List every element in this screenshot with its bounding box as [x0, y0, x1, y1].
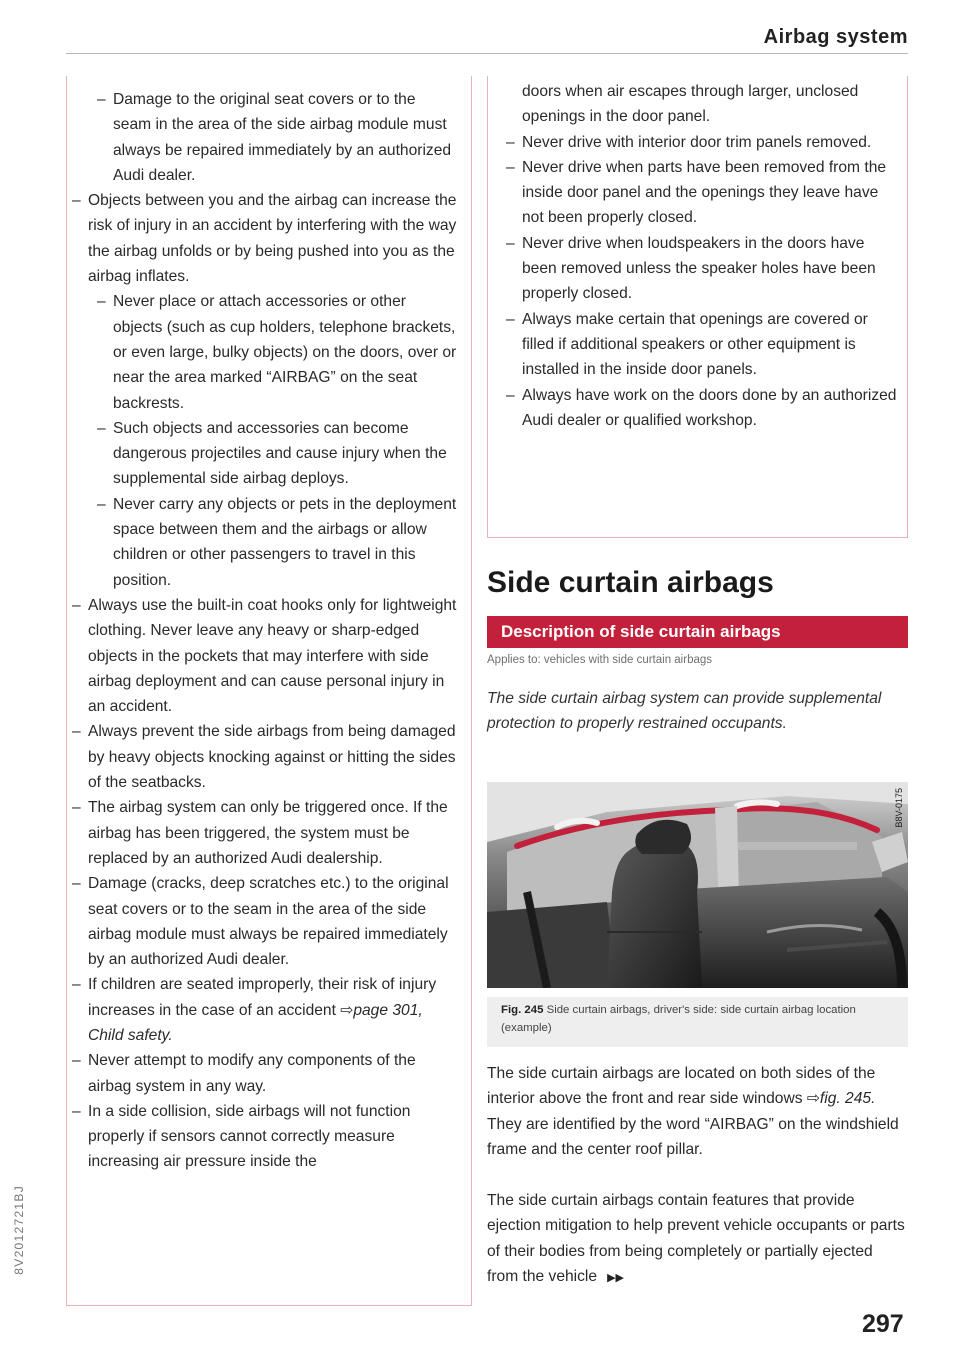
warning-item-text: Damage (cracks, deep scratches etc.) to the original seat covers or to the seam in the area of the side airbag module must always be repaired immediately by an authorized Audi dealer. — [88, 875, 449, 969]
paragraph-text: They are identified by the word “AIRBAG” on the windshield frame and the center roof pillar. — [487, 1115, 899, 1158]
warning-list-item: – Always make certain that openings are covered or filled if additional speakers or other equipment is installed in the inside door panels. — [504, 307, 897, 383]
warning-item-text: Never carry any objects or pets in the deployment space between them and the airbags or allow children or other passengers to travel in this position. — [113, 495, 457, 589]
section-title: Side curtain airbags — [487, 566, 774, 599]
figure-code: B8V-0175 — [894, 788, 904, 828]
warning-list-item: – Always have work on the doors done by an authorized Audi dealer or qualified workshop. — [504, 383, 897, 434]
warning-list-left — [67, 87, 457, 1175]
warning-item-text: Always prevent the side airbags from being damaged by heavy objects knocking against or hitting the sides of the seatbacks. — [88, 723, 456, 792]
figure-reference-link[interactable]: ⇨fig. 245. — [806, 1090, 876, 1108]
page-header-title: Airbag system — [763, 26, 908, 48]
warning-item-text: Damage to the original seat covers or to the seam in the area of the side airbag module must always be repaired immediately by an authorized Audi dealer. — [113, 91, 452, 184]
warning-continuation: doors when air escapes through larger, unclosed openings in the door panel. — [522, 83, 859, 126]
page-number: 297 — [862, 1310, 904, 1338]
paragraph-text: The side curtain airbags contain features that provide ejection mitigation to help prevent vehicle occupants or parts of their bodies from being completely or partially ejected from the vehicle — [487, 1192, 905, 1285]
body-paragraph-location — [487, 1061, 908, 1162]
figure-caption-text: Side curtain airbags, driver's side: side curtain airbag location (example) — [501, 1004, 856, 1034]
applies-to-note: Applies to: vehicles with side curtain airbags — [487, 654, 713, 666]
continued-arrow-icon: ▶▶ — [607, 1271, 624, 1284]
warning-item-text: Such objects and accessories can become dangerous projectiles and cause injury when the supplemental side airbag deploys. — [113, 419, 447, 488]
warning-item-text: Objects between you and the airbag can increase the risk of injury in an accident by interfering with the way the airbag unfolds or by being pushed into you as the airbag inflates. — [88, 192, 457, 286]
intro-paragraph: The side curtain airbag system can provide supplemental protection to properly restrained occupants. — [487, 690, 882, 733]
warning-item-text: If children are seated improperly, their risk of injury increases in the case of an accident — [88, 976, 437, 1019]
figure-245-image — [487, 782, 908, 988]
warning-list-item — [67, 492, 457, 593]
warning-item-text: The airbag system can only be triggered once. If the airbag has been triggered, the system must be replaced by an authorized Audi dealership. — [88, 799, 448, 867]
page-reference-link[interactable]: ⇨page 301, Child safety. — [88, 1001, 423, 1044]
warning-list-item — [67, 871, 457, 972]
warning-list-item — [67, 416, 457, 492]
document-code: 8V2012721BJ — [12, 1185, 26, 1275]
warning-item-text: In a side collision, side airbags will not function properly if sensors cannot correctly measure increasing air pressure inside the — [88, 1102, 411, 1171]
warning-list-item: – Never drive when parts have been removed from the inside door panel and the openings they leave have not been properly closed. — [504, 155, 897, 231]
figure-caption-label: Fig. 245 — [501, 1004, 544, 1016]
warning-item-text: Always use the built-in coat hooks only for lightweight clothing. Never leave any heavy or sharp-edged objects in the pockets that may interfere with side airbag deployment and can cause personal injury in an accident. — [88, 596, 457, 716]
warning-item-text: Never place or attach accessories or other objects (such as cup holders, telephone brackets, or even large, bulky objects) on the doors, over or near the area marked “AIRBAG” on the seat backrests. — [113, 293, 457, 412]
warning-list-item — [67, 593, 457, 719]
warning-box-right — [487, 76, 908, 538]
warning-list-item — [67, 795, 457, 871]
figure-caption — [487, 997, 908, 1047]
car-interior-illustration — [487, 782, 908, 988]
warning-list-item — [67, 972, 457, 1048]
warning-list-item — [67, 87, 457, 188]
warning-item-text: Never attempt to modify any components of the airbag system in any way. — [88, 1052, 416, 1095]
body-paragraph-ejection — [487, 1188, 908, 1291]
warning-list-item — [67, 188, 457, 289]
header-divider — [66, 53, 908, 54]
warning-list-item: – Never drive when loudspeakers in the doors have been removed unless the speaker holes have been properly closed. — [504, 231, 897, 307]
warning-list-item — [67, 289, 457, 415]
warning-list-item — [67, 1048, 457, 1099]
warning-list-item — [67, 719, 457, 795]
warning-box-left — [66, 76, 472, 1306]
warning-list-right — [504, 130, 897, 434]
subsection-title-bar: Description of side curtain airbags — [487, 616, 908, 648]
warning-list-item — [67, 1099, 457, 1175]
warning-list-item: – Never drive with interior door trim panels removed. — [504, 130, 897, 155]
paragraph-text: The side curtain airbags are located on both sides of the interior above the front and rear side windows — [487, 1065, 876, 1108]
